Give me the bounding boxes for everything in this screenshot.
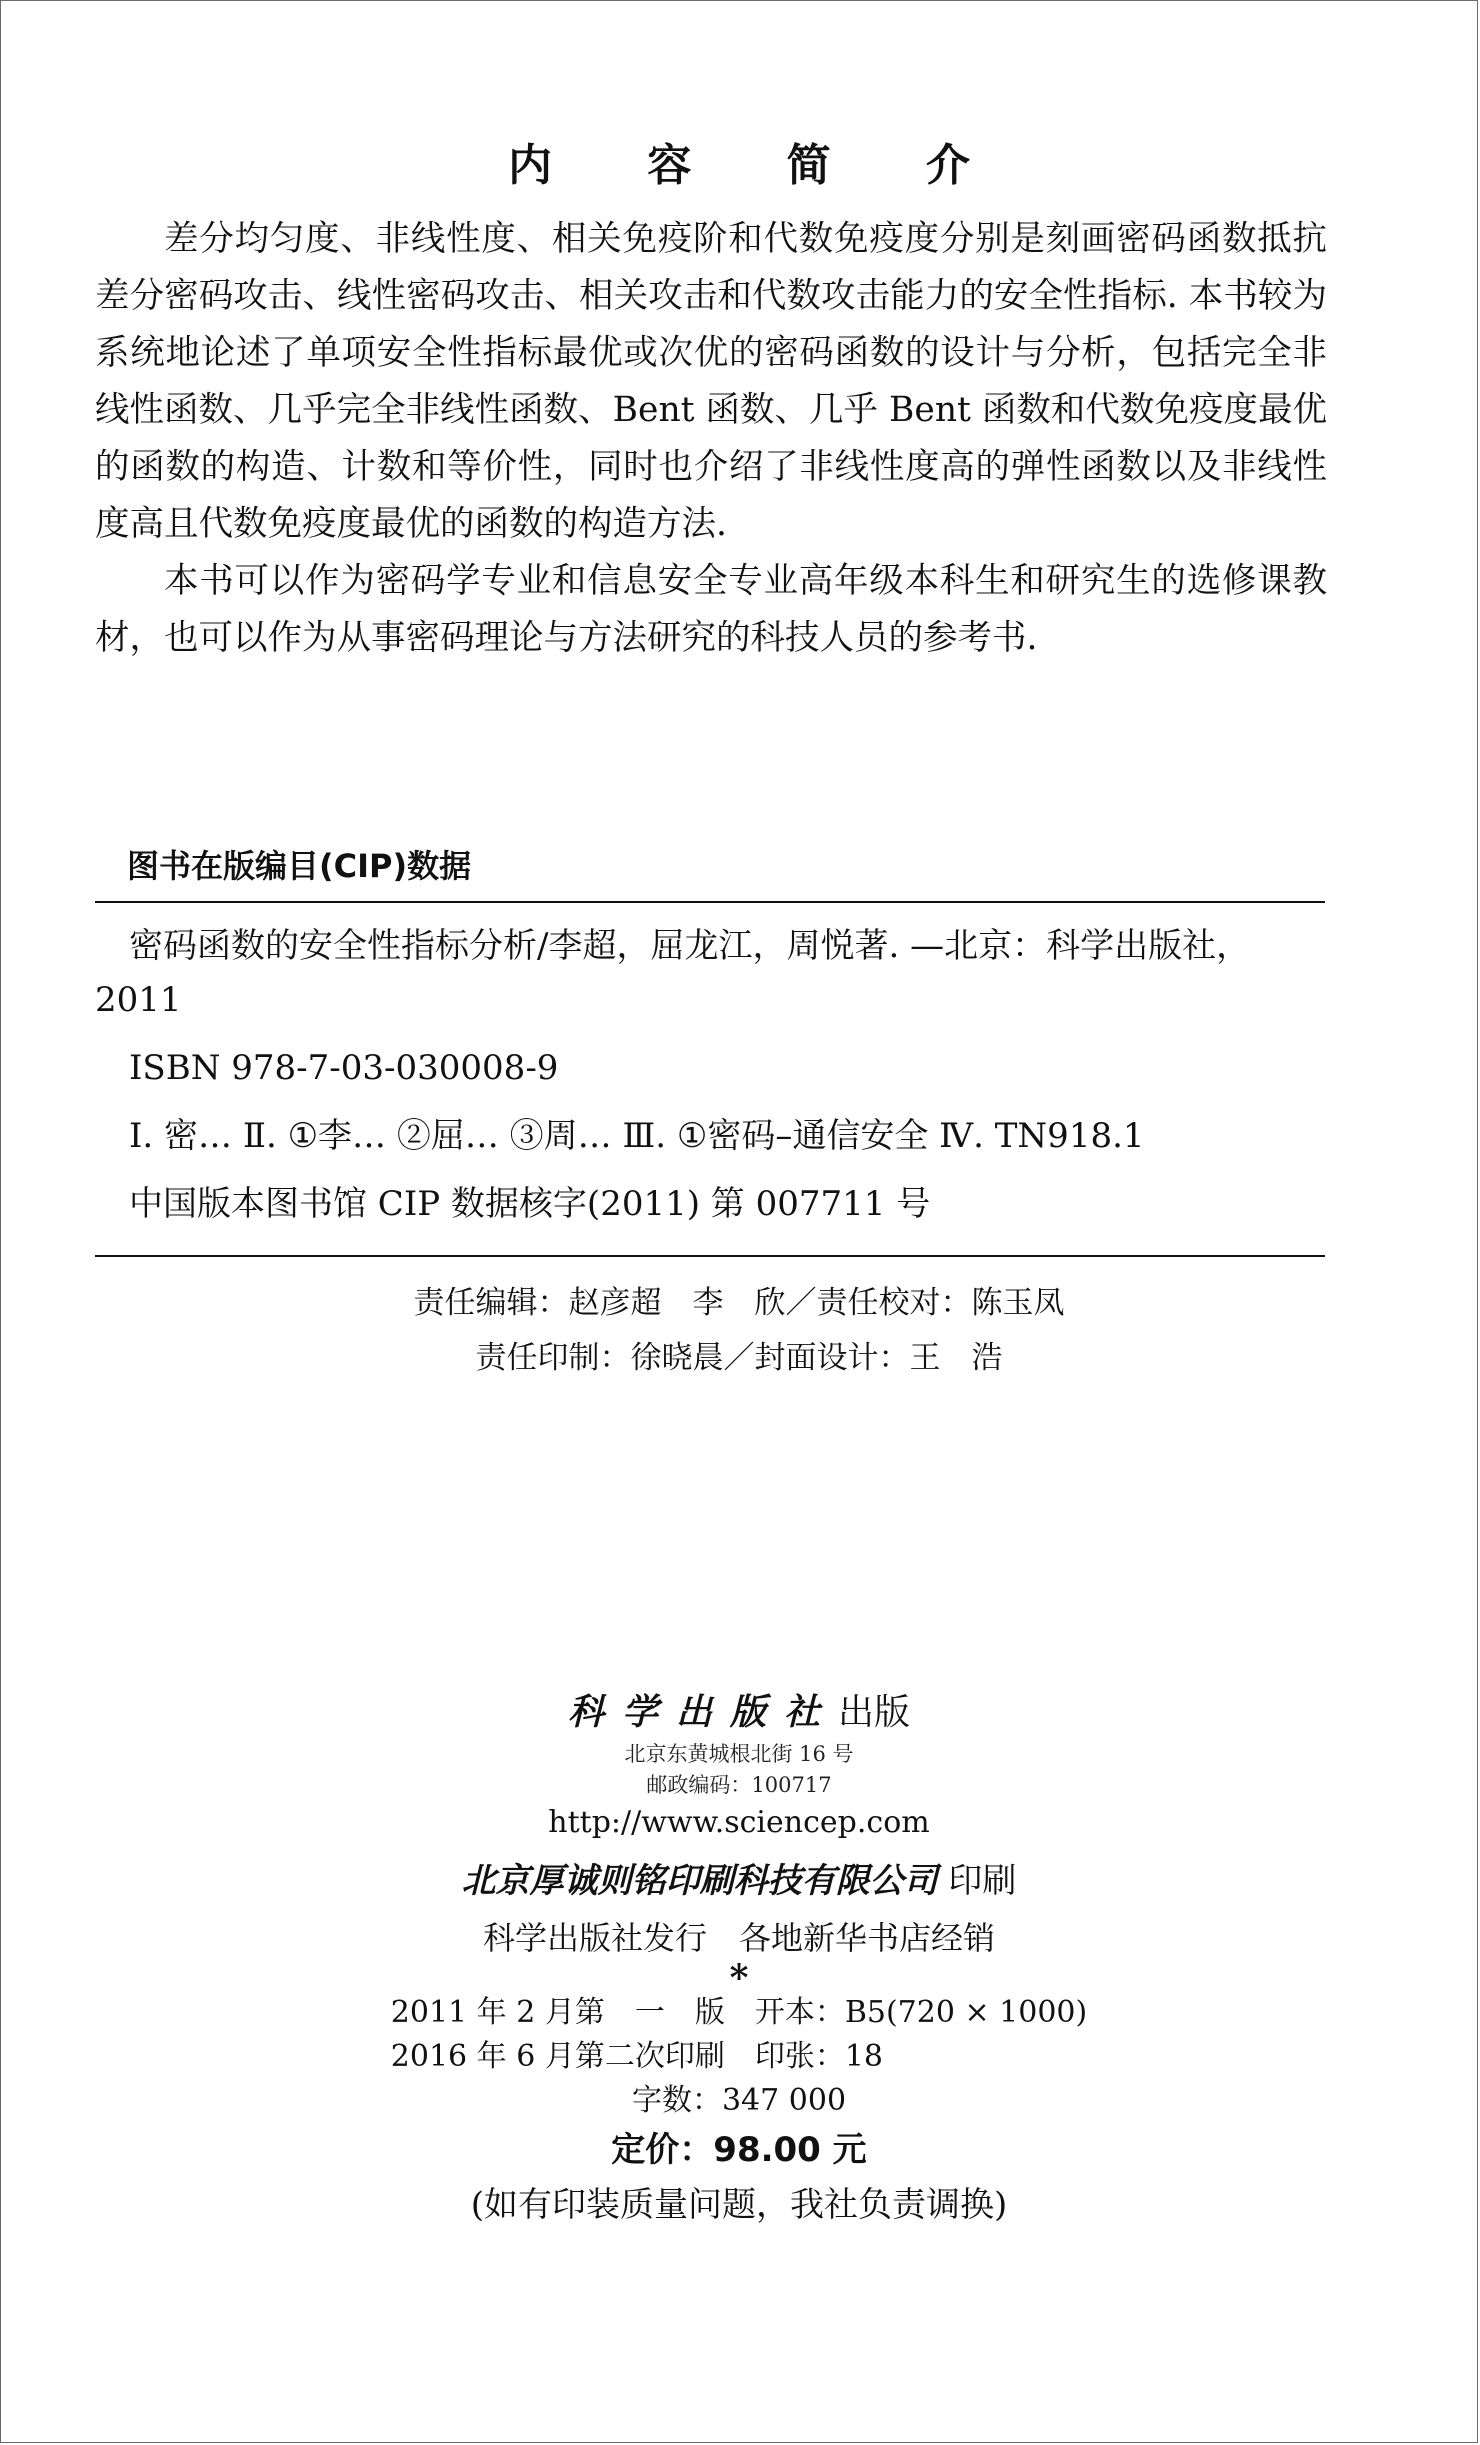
- page-title: 内 容 简 介: [508, 140, 1010, 191]
- edition-block: [391, 1991, 1087, 2079]
- intro-paragraph-1: 差分均匀度、非线性度、相关免疫阶和代数免疫度分别是刻画密码函数抵抗差分密码攻击、线性密码攻击、相关攻击和代数攻击能力的安全性指标. 本书较为系统地论述了单项安全性指标最优或次优的密码函数的设计与分析，包括完全非线性函数、几乎完全非线性函数、Bent 函数、几乎 Bent 函数和代数免疫度最优的函数的构造、计数和等价性，同时也介绍了非线性度高的弹性函数以及非线性度高且代数免疫度最优的函数的构造方法.: [95, 219, 1327, 544]
- printer-line: [1, 1851, 1477, 1911]
- credits-editors: 责任编辑：赵彦超 李 欣／责任校对：陈玉凤: [413, 1285, 1065, 1321]
- credits-section: [1, 1276, 1477, 1386]
- quality-note: (如有印装质量问题，我社负责调换): [470, 2185, 1008, 2225]
- separator-star: *: [729, 1957, 749, 1999]
- edition-line-2: 2016 年 6 月第二次印刷 印张：18: [390, 2039, 884, 2074]
- cip-heading: 图书在版编目(CIP)数据: [127, 847, 472, 885]
- printer-suffix: 印刷: [948, 1861, 1017, 1901]
- cip-section: [95, 919, 1327, 1231]
- distribution-line: 科学出版社发行 各地新华书店经销: [482, 1919, 995, 1957]
- publisher-suffix: 出版: [838, 1692, 911, 1733]
- intro-section: [95, 211, 1327, 667]
- cip-bottom-rule: [95, 1255, 1325, 1257]
- credits-production: 责任印制：徐晓晨／封面设计：王 浩: [475, 1340, 1003, 1376]
- word-count: 字数：347 000: [631, 2083, 847, 2118]
- cip-classification: Ⅰ. 密… Ⅱ. ①李… ②屈… ③周… Ⅲ. ①密码–通信安全 Ⅳ. TN918.1: [129, 1116, 1145, 1156]
- publisher-address: 北京东黄城根北街 16 号: [624, 1742, 854, 1766]
- publisher-postcode: 邮政编码：100717: [646, 1773, 832, 1797]
- cip-entry: 密码函数的安全性指标分析/李超，屈龙江，周悦著. —北京：科学出版社，2011: [95, 926, 1251, 1020]
- printer-name: 北京厚诚则铭印刷科技有限公司: [461, 1861, 938, 1901]
- edition-line-1: 2011 年 2 月第 一 版 开本：B5(720 × 1000): [390, 1995, 1088, 2030]
- publisher-section: [1, 1686, 1477, 2233]
- price: 定价：98.00 元: [611, 2130, 867, 2170]
- intro-paragraph-2: 本书可以作为密码学专业和信息安全专业高年级本科生和研究生的选修课教材，也可以作为从事密码理论与方法研究的科技人员的参考书.: [95, 561, 1327, 658]
- cip-top-rule: [95, 901, 1325, 903]
- publisher-name: 科学出版社: [567, 1691, 838, 1733]
- publisher-line: [1, 1686, 1477, 1739]
- publisher-url: http://www.sciencep.com: [548, 1805, 930, 1840]
- cip-record: 中国版本图书馆 CIP 数据核字(2011) 第 007711 号: [129, 1184, 931, 1224]
- cip-isbn: ISBN 978-7-03-030008-9: [129, 1048, 559, 1088]
